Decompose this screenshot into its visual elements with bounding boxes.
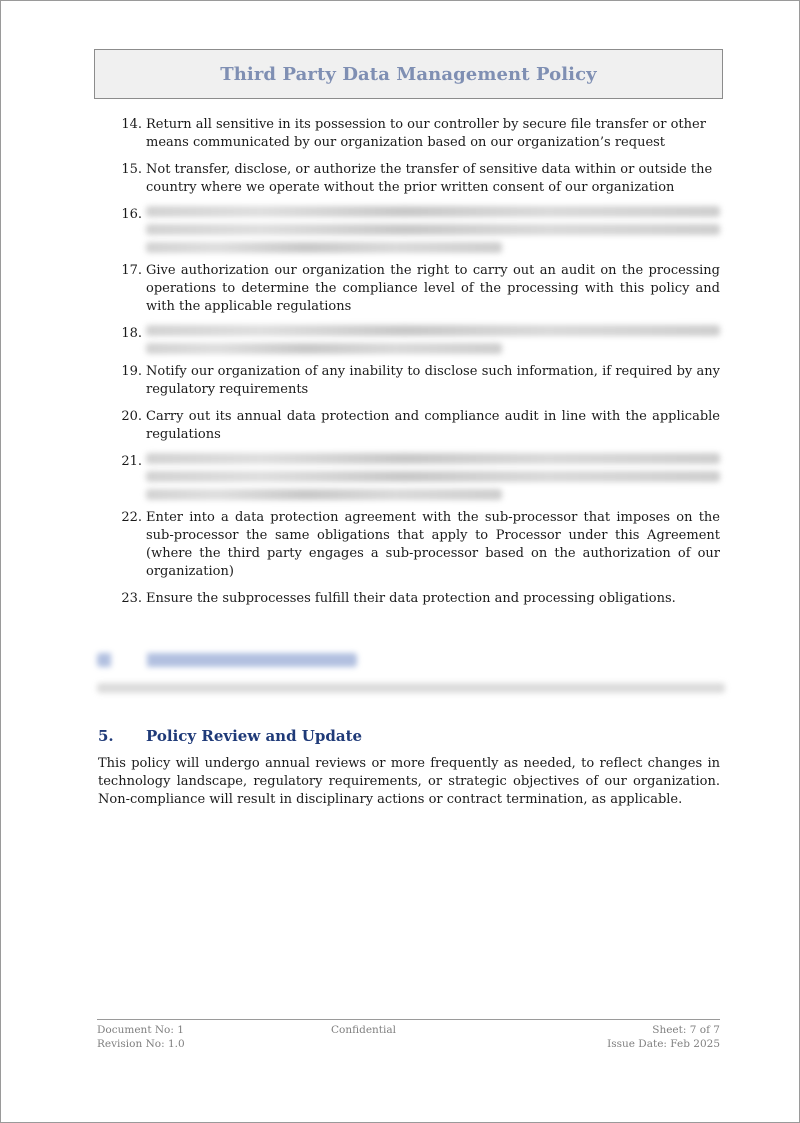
redacted-text: [146, 325, 720, 354]
list-item-text: Carry out its annual data protection and compliance audit in line with the applicable regulations: [146, 409, 720, 442]
footer-issue-date: Issue Date: Feb 2025: [607, 1038, 720, 1050]
list-item: [98, 262, 720, 316]
footer-sheet: Sheet: 7 of 7: [652, 1024, 720, 1036]
list-item-text: Give authorization our organization the right to carry out an audit on the processing operations to determine the compliance level of the processing with this policy and with the applicable regulations: [146, 263, 720, 314]
list-item-number: 21.: [121, 454, 142, 469]
blurred-paragraph: [97, 683, 725, 693]
page-header: [94, 49, 723, 99]
section-title: Policy Review and Update: [146, 727, 363, 745]
list-item: [98, 363, 720, 399]
list-item-text: Return all sensitive in its possession to our controller by secure file transfer or other means communicated by our organization based on our organization’s request: [146, 117, 706, 150]
blurred-heading: [97, 653, 357, 667]
page-footer: [97, 1019, 720, 1051]
section-heading: [98, 727, 720, 745]
list-item: [98, 116, 720, 152]
redacted-line: [146, 489, 502, 500]
redacted-text: [146, 206, 720, 253]
list-item-number: 15.: [121, 162, 142, 177]
list-item: [98, 509, 720, 581]
list-item-number: 16.: [121, 207, 142, 222]
redacted-text: [146, 453, 720, 500]
list-item: [98, 161, 720, 197]
obligations-list: [98, 116, 720, 617]
list-item-number: 17.: [121, 263, 142, 278]
list-item-number: 14.: [121, 117, 142, 132]
list-item: [98, 453, 720, 500]
list-item-number: 23.: [121, 591, 142, 606]
redacted-line: [146, 224, 720, 235]
list-item-number: 19.: [121, 364, 142, 379]
redacted-line: [146, 453, 720, 464]
redacted-line: [146, 206, 720, 217]
redacted-line: [146, 325, 720, 336]
list-item-text: Ensure the subprocesses fulfill their data protection and processing obligations.: [146, 591, 676, 606]
redacted-line: [146, 242, 502, 253]
policy-review-section: [98, 727, 720, 809]
footer-revision-no: Revision No: 1.0: [97, 1038, 185, 1050]
section-number: 5.: [98, 727, 114, 745]
list-item: [98, 206, 720, 253]
list-item: [98, 590, 720, 608]
footer-classification: Confidential: [330, 1024, 396, 1036]
list-item-number: 22.: [121, 510, 142, 525]
list-item-text: Not transfer, disclose, or authorize the transfer of sensitive data within or outside the country where we operate without the prior written consent of our organization: [146, 162, 713, 195]
list-item: [98, 408, 720, 444]
list-item-number: 20.: [121, 409, 142, 424]
list-item-text: Enter into a data protection agreement with the sub-processor that imposes on the sub-processor the same obligations that apply to Processor under this Agreement (where the third party engages a sub-processor based on the authorization of our organization): [146, 510, 720, 579]
blurred-section: [91, 653, 731, 693]
list-item: [98, 325, 720, 354]
list-item-number: 18.: [121, 326, 142, 341]
footer-document-no: Document No: 1: [97, 1024, 184, 1036]
list-item-text: Notify our organization of any inability to disclose such information, if required by any regulatory requirements: [146, 364, 720, 397]
redacted-line: [146, 471, 720, 482]
document-title: Third Party Data Management Policy: [220, 63, 597, 85]
section-body: This policy will undergo annual reviews or more frequently as needed, to reflect changes in technology landscape, regulatory requirements, or strategic objectives of our organization. Non-compliance will result in disciplinary actions or contract termination, as applicable.: [98, 756, 720, 807]
redacted-line: [146, 343, 502, 354]
